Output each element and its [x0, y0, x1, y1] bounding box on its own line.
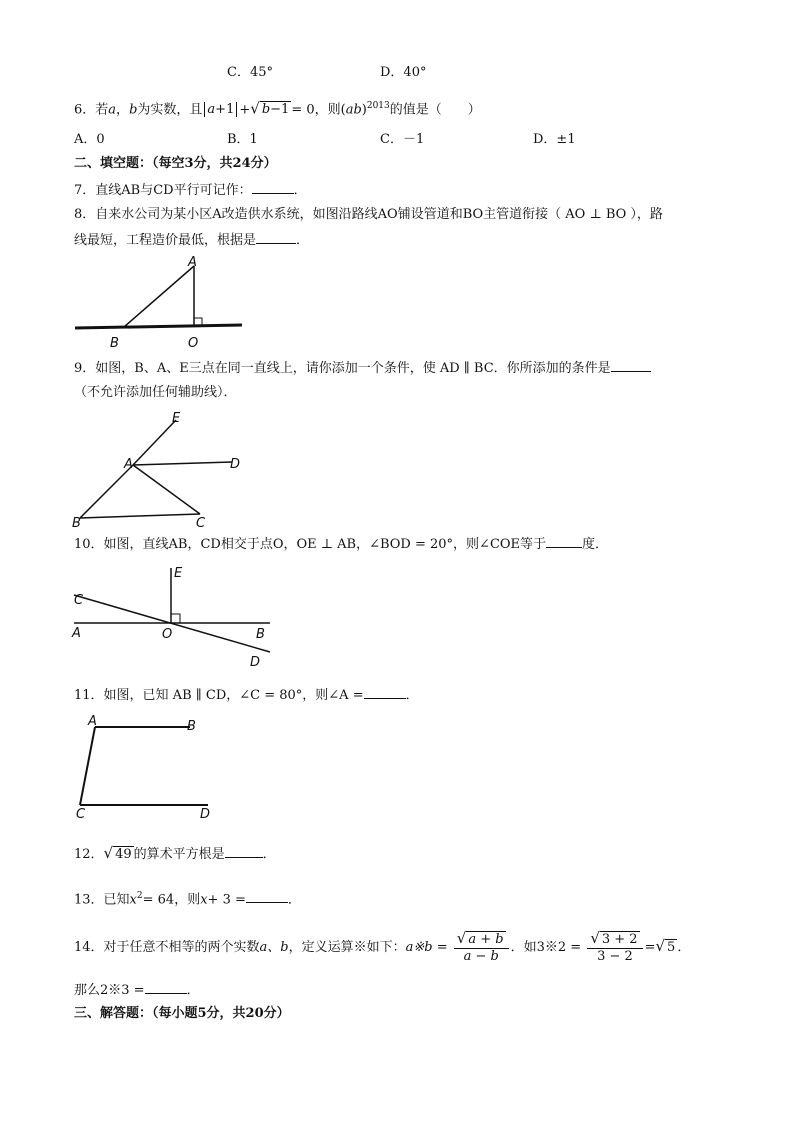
q6-option-d: D．±1: [533, 132, 576, 147]
q14-example-fraction: $\frac{√ 3 + 2}{3 - 2}$: [587, 930, 642, 965]
q7-question: 7．直线AB与CD平行可记作： ．: [74, 183, 307, 198]
q14-line-2: 那么2※3 = ．: [74, 983, 200, 998]
q5-option-c: C．45°: [227, 65, 273, 80]
q12-answer-blank: [225, 845, 263, 858]
q9-figure: [72, 410, 247, 530]
q9-line-ae: [133, 420, 176, 465]
section-3-title: 三、解答题：（每小题5分，共20分）: [74, 1006, 290, 1021]
q10-figure: [70, 562, 280, 672]
q9-line-ab: [80, 465, 133, 518]
q10-label-e: E: [174, 566, 183, 581]
q8-line-2: 线最短，工程造价最低，根据是 ．: [74, 233, 310, 248]
q9-label-e: E: [172, 411, 181, 426]
q11-line-ac: [80, 727, 95, 805]
q11-figure: [70, 712, 230, 822]
q8-answer-blank: [256, 231, 296, 244]
q11-question: 11．如图，已知 AB ∥ CD，∠C = 80°，则∠A = ．: [74, 688, 419, 703]
q10-label-b: B: [256, 627, 265, 642]
q11-answer-blank: [364, 686, 406, 699]
q6-option-b: B．1: [227, 132, 258, 147]
q9-line-2: （不允许添加任何辅助线）．: [74, 385, 237, 400]
q6-question: 6．若a，b为实数，且 a+1 +√ b−1 = 0，则(ab)$^{2013}$的值是（ ）: [74, 99, 481, 118]
q9-label-b: B: [72, 516, 81, 531]
q14-definition-fraction: $\frac{√ a + b}{a - b}$: [454, 930, 509, 965]
q9-label-a: A: [124, 457, 133, 472]
q10-right-angle-mark: [171, 614, 180, 623]
q11-label-d: D: [200, 807, 211, 822]
q13-answer-blank: [246, 890, 288, 903]
q9-line-ad: [133, 462, 232, 465]
q9-line-1: 9．如图，B、A、E三点在同一直线上，请你添加一个条件，使 AD ∥ BC．你所添加的条件是: [74, 359, 651, 378]
q7-answer-blank: [252, 181, 294, 194]
q14-answer-blank: [145, 981, 187, 994]
q5-option-d: D．40°: [380, 65, 427, 80]
q10-label-c: C: [74, 593, 84, 608]
q11-label-c: C: [76, 807, 86, 822]
q8-line-1: 8．自来水公司为某小区A改造供水系统，如图沿路线AO铺设管道和BO主管道衔接（ AO ⊥ BO ），路: [74, 207, 663, 222]
q10-question: 10．如图，直线AB，CD相交于点O，OE ⊥ AB，∠BOD = 20°，则∠COE等于 度．: [74, 537, 609, 552]
q10-label-d: D: [250, 655, 261, 670]
q11-label-a: A: [88, 714, 97, 729]
q13-question: 13．已知$x^2= 64$，则x+ 3 = ．: [74, 891, 301, 908]
q10-answer-blank: [546, 535, 582, 548]
q10-label-o: O: [162, 627, 173, 642]
q12-question: 12．√ 49 的算术平方根是 ．: [74, 844, 276, 862]
q8-label-a: A: [188, 255, 197, 270]
q9-label-d: D: [230, 457, 241, 472]
q9-line-bc: [80, 514, 200, 518]
q9-line-ac: [133, 465, 200, 514]
section-2-title: 二、填空题：（每空3分，共24分）: [74, 156, 277, 171]
q8-label-b: B: [110, 336, 119, 351]
q11-label-b: B: [187, 719, 196, 734]
q10-label-a: A: [72, 626, 81, 641]
q8-line-ab: [124, 266, 194, 327]
q8-main-pipe-line: [75, 325, 242, 328]
q6-option-c: C．－1: [380, 132, 425, 147]
q9-answer-blank: [611, 359, 651, 372]
q8-figure: [70, 252, 250, 352]
q9-label-c: C: [196, 516, 206, 531]
q8-label-o: O: [188, 336, 199, 351]
q14-question: 14．对于任意不相等的两个实数a、b，定义运算※如下：a※b = $\frac{√ a + b}{a - b}$ ．如3※2 = $\frac{√ 3 + 2}{3 - 2}$ =√ 5 ．: [74, 929, 691, 964]
q6-option-a: A．0: [74, 132, 105, 147]
